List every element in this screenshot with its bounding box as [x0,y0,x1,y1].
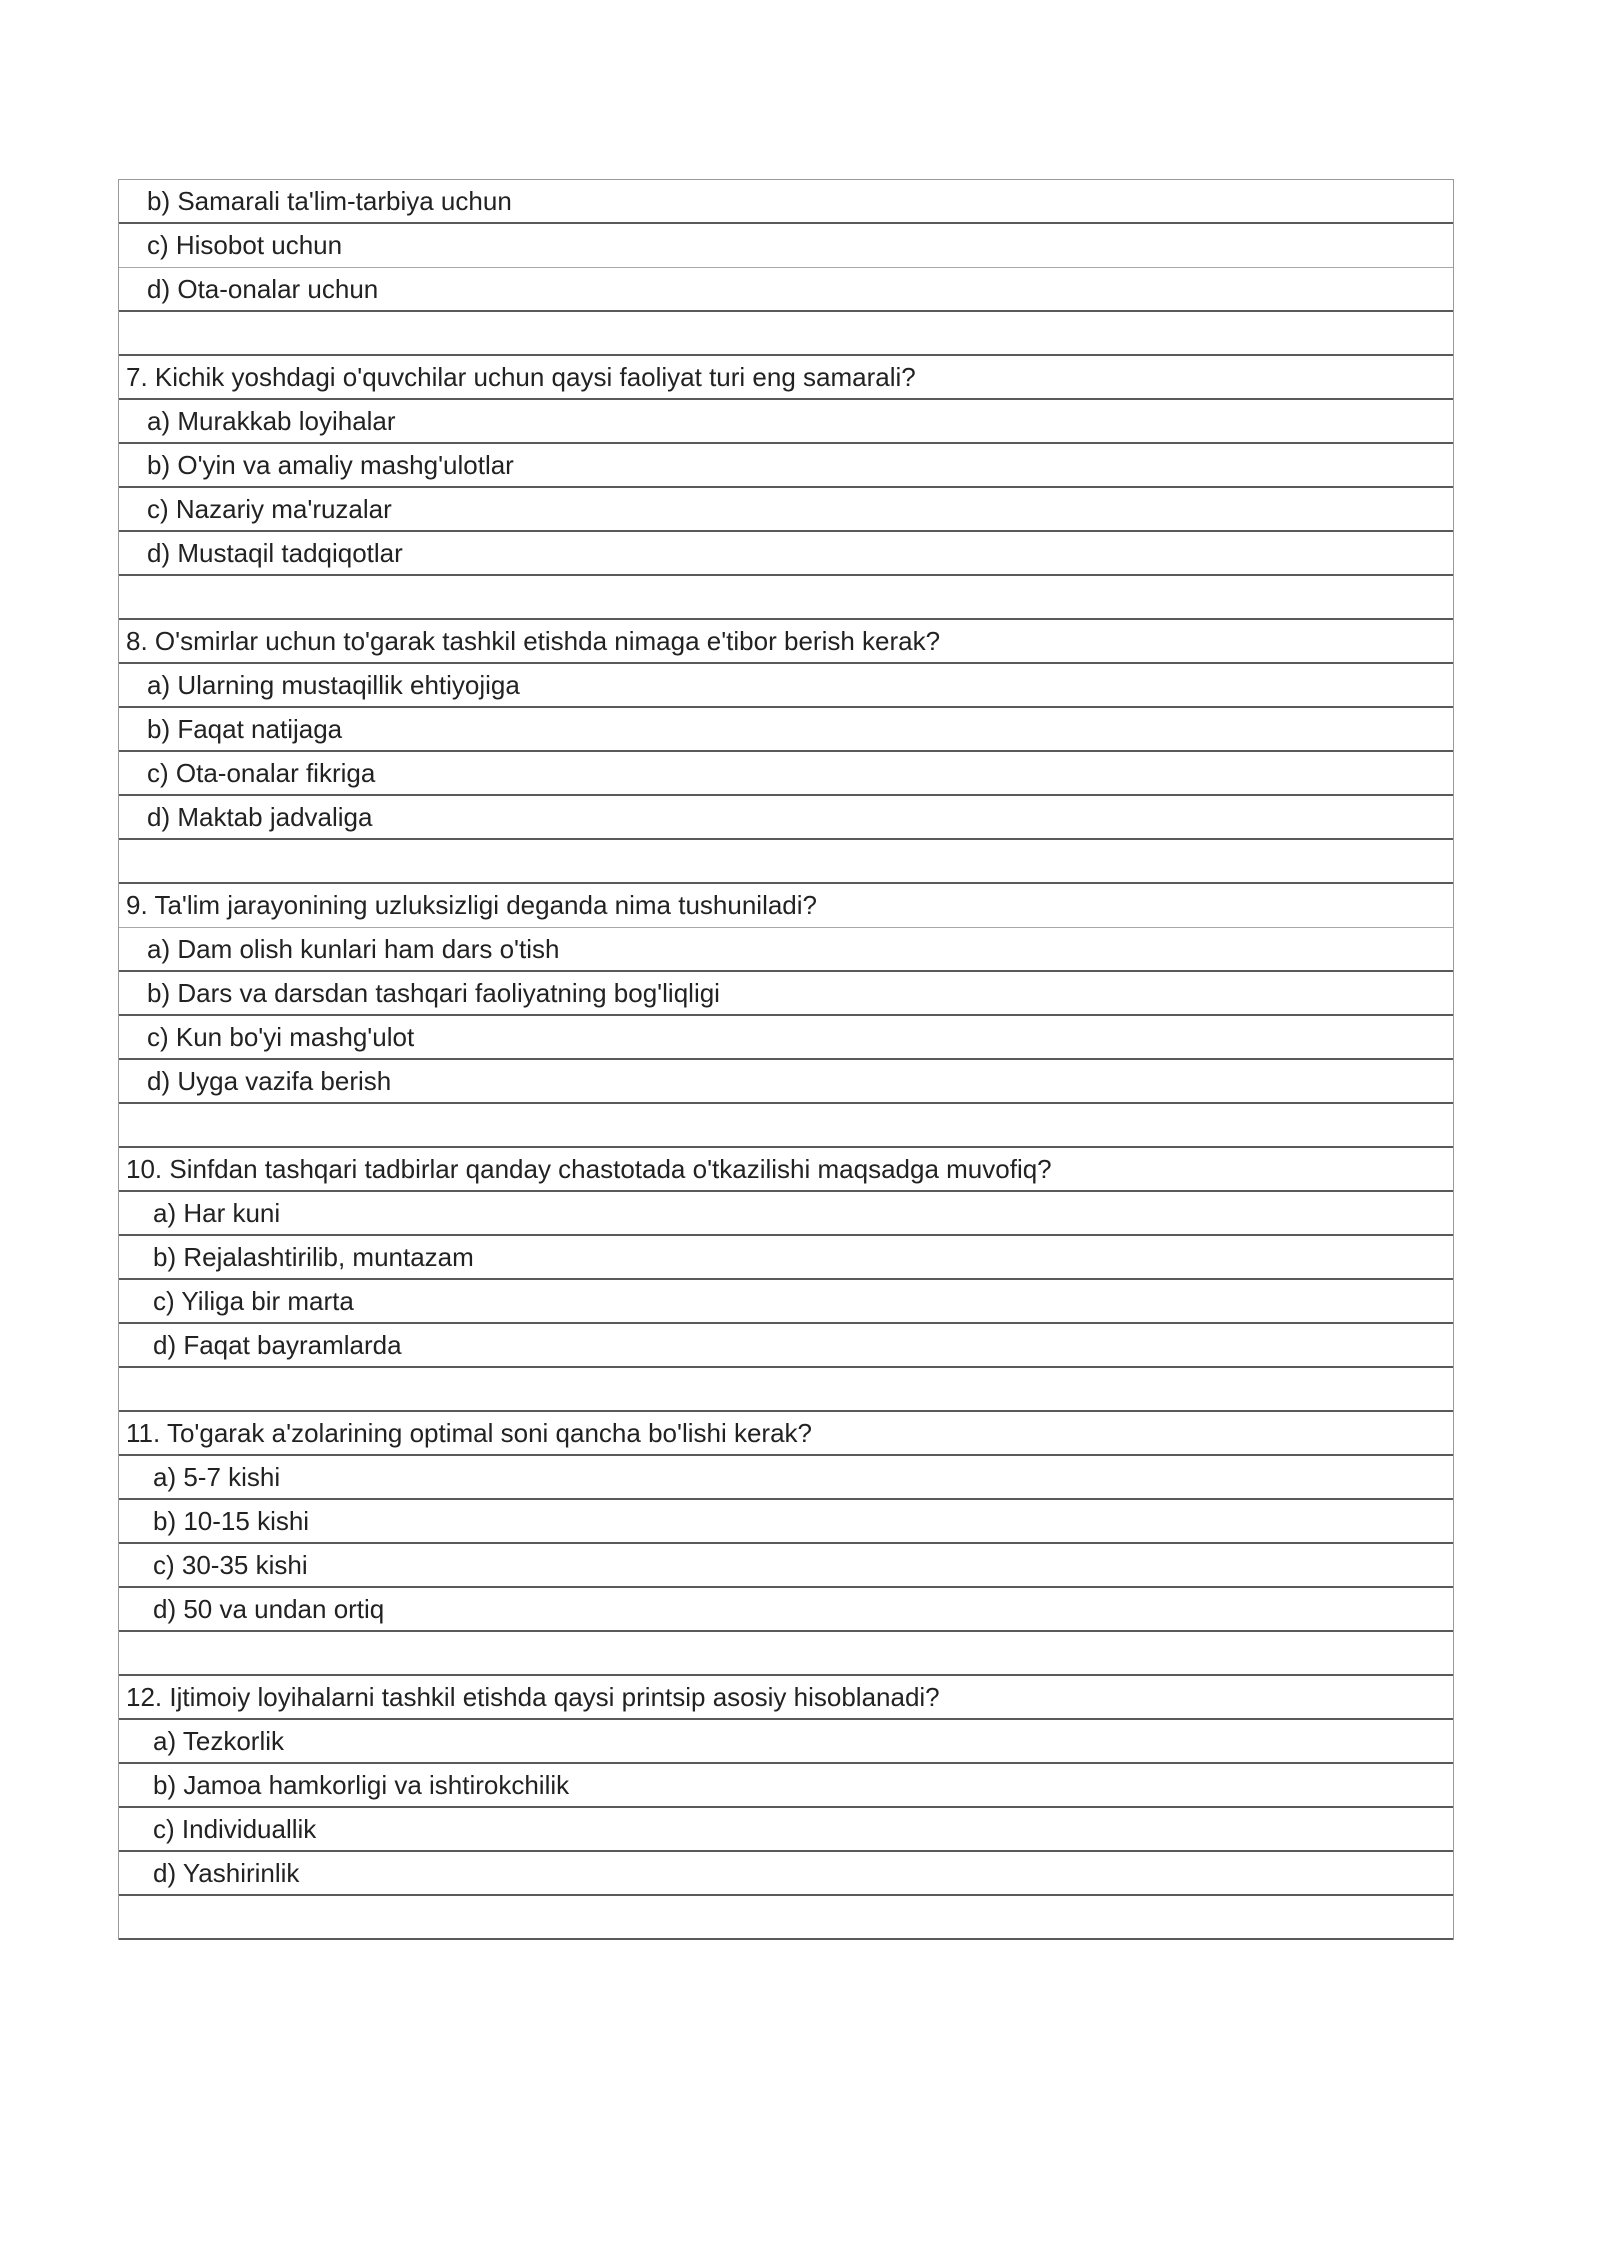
option-row [119,532,1453,576]
option-row [119,1588,1453,1632]
question-row [119,884,1453,928]
option-row [119,752,1453,796]
question-row [119,1412,1453,1456]
quiz-table [118,179,1454,1940]
question-row [119,1148,1453,1192]
option-row [119,1456,1453,1500]
blank-row [119,312,1453,356]
question-row [119,1676,1453,1720]
option-row [119,400,1453,444]
blank-row [119,1632,1453,1676]
option-row [119,1324,1453,1368]
option-text: c) Yiliga bir marta [153,1285,354,1316]
blank-row [119,576,1453,620]
option-row [119,180,1453,224]
option-row [119,1544,1453,1588]
option-text: b) Dars va darsdan tashqari faoliyatning bog'liqligi [147,977,720,1008]
option-text: a) Tezkorlik [153,1725,285,1756]
option-text: d) Faqat bayramlarda [153,1329,402,1360]
option-row [119,1720,1453,1764]
option-row [119,1016,1453,1060]
option-row [119,928,1453,972]
option-row [119,972,1453,1016]
option-text: c) Kun bo'yi mashg'ulot [147,1021,415,1052]
option-text: c) Hisobot uchun [147,230,343,260]
question-text: 7. Kichik yoshdagi o'quvchilar uchun qaysi faoliyat turi eng samarali? [126,361,916,392]
option-text: d) Uyga vazifa berish [147,1065,392,1096]
option-text: d) Maktab jadvaliga [147,801,373,832]
question-text: 11. To'garak a'zolarining optimal soni qancha bo'lishi kerak? [126,1417,813,1448]
question-text: 12. Ijtimoiy loyihalarni tashkil etishda qaysi printsip asosiy hisoblanadi? [126,1681,940,1712]
option-text: d) 50 va undan ortiq [153,1593,385,1624]
option-row [119,796,1453,840]
option-text: a) Ularning mustaqillik ehtiyojiga [147,669,520,700]
option-text: c) 30-35 kishi [153,1549,308,1580]
option-text: b) Faqat natijaga [147,713,343,744]
option-text: d) Mustaqil tadqiqotlar [147,537,403,568]
option-text: d) Ota-onalar uchun [147,273,379,304]
option-text: b) Samarali ta'lim-tarbiya uchun [147,185,512,216]
option-row [119,1500,1453,1544]
blank-row [119,1896,1453,1940]
option-row [119,268,1453,312]
option-row [119,1192,1453,1236]
blank-row [119,1104,1453,1148]
question-text: 9. Ta'lim jarayonining uzluksizligi deganda nima tushuniladi? [126,890,818,920]
question-row [119,356,1453,400]
option-text: a) Murakkab loyihalar [147,405,396,436]
option-text: d) Yashirinlik [153,1857,300,1888]
option-text: c) Nazariy ma'ruzalar [147,493,392,524]
option-row [119,1808,1453,1852]
option-row [119,1236,1453,1280]
option-text: a) Dam olish kunlari ham dars o'tish [147,933,560,964]
option-row [119,664,1453,708]
option-text: c) Ota-onalar fikriga [147,757,376,788]
option-row [119,1280,1453,1324]
blank-row [119,840,1453,884]
question-text: 8. O'smirlar uchun to'garak tashkil etishda nimaga e'tibor berish kerak? [126,625,941,656]
option-text: c) Individuallik [153,1813,317,1844]
question-row [119,620,1453,664]
option-row [119,708,1453,752]
option-text: a) Har kuni [153,1197,281,1228]
option-text: a) 5-7 kishi [153,1461,281,1492]
option-row [119,224,1453,268]
option-row [119,1060,1453,1104]
option-text: b) Rejalashtirilib, muntazam [153,1241,474,1272]
question-text: 10. Sinfdan tashqari tadbirlar qanday chastotada o'tkazilishi maqsadga muvofiq? [126,1153,1052,1184]
option-row [119,1852,1453,1896]
option-text: b) O'yin va amaliy mashg'ulotlar [147,449,514,480]
blank-row [119,1368,1453,1412]
option-row [119,444,1453,488]
option-text: b) Jamoa hamkorligi va ishtirokchilik [153,1769,570,1800]
option-text: b) 10-15 kishi [153,1505,310,1536]
option-row [119,1764,1453,1808]
option-row [119,488,1453,532]
